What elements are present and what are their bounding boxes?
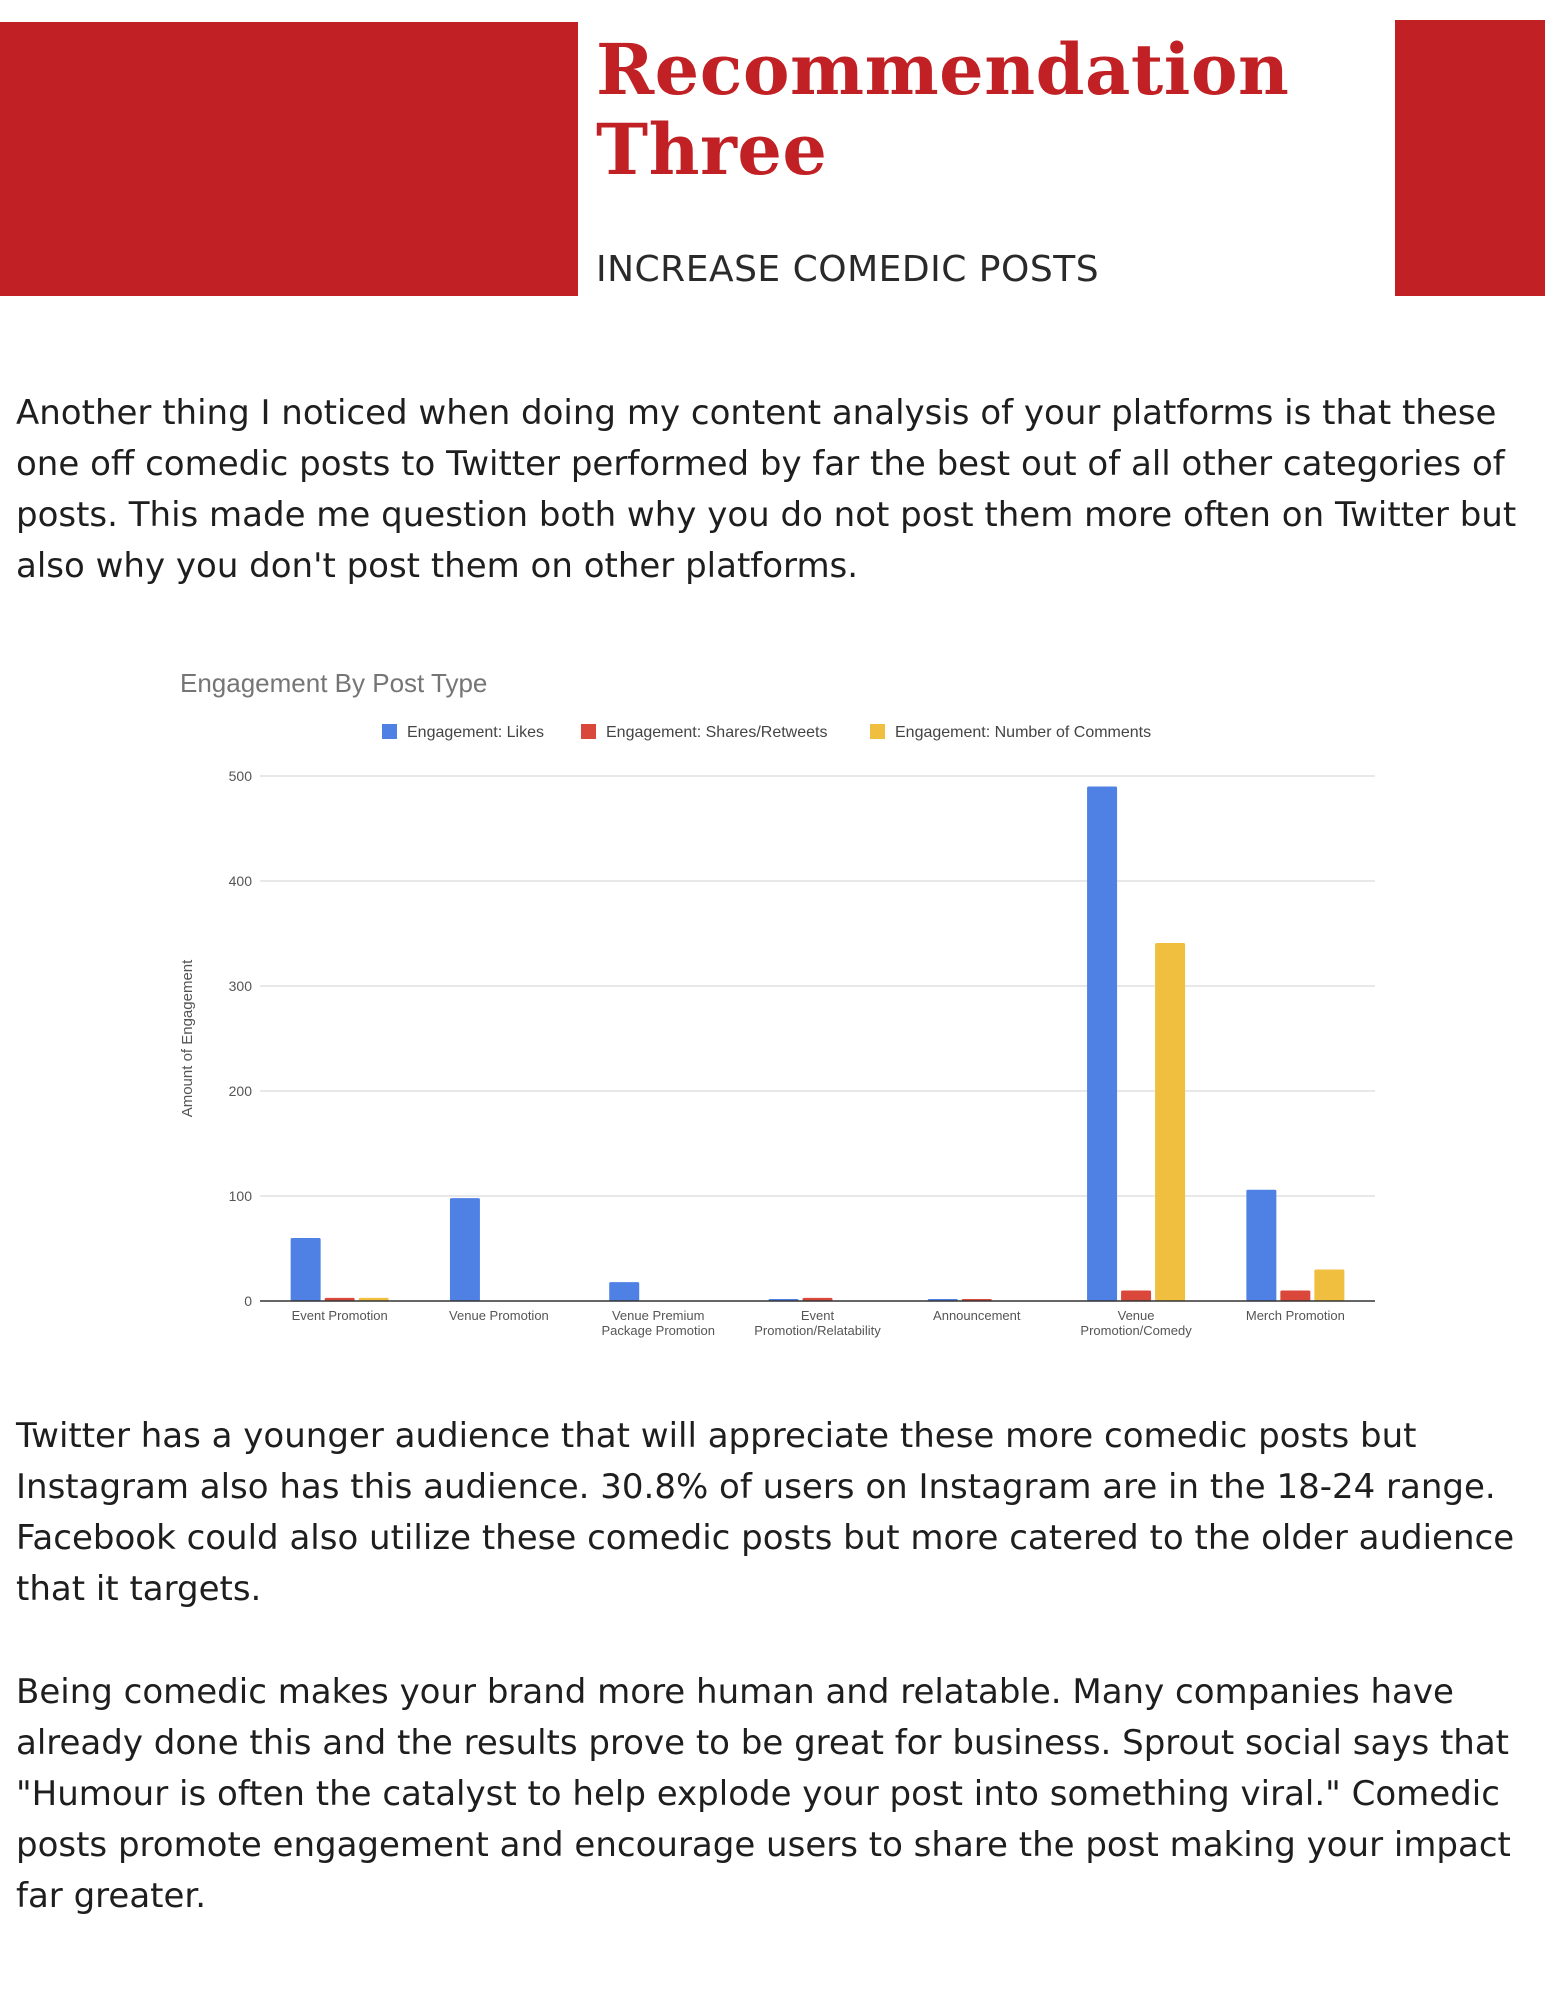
x-tick-label-5-1: Announcement (933, 1308, 1021, 1323)
bar-7-series-3 (1314, 1270, 1344, 1302)
engagement-chart-svg (160, 650, 1390, 1350)
page-title (596, 30, 1289, 190)
legend-swatch-3 (870, 724, 885, 739)
legend-swatch-2 (581, 724, 596, 739)
humour-paragraph: Being comedic makes your brand more human and relatable. Many companies have already done this and the results prove to be great for business. Sprout social says that "Humour is often the catalyst to help explode your post into something viral." Comedic posts promote engagement and encourage users to share the post making your impact far greater. (16, 1672, 1511, 1916)
y-tick-label-500: 500 (228, 768, 252, 784)
bar-7-series-2 (1280, 1291, 1310, 1302)
legend-label-3: Engagement: Number of Comments (895, 724, 1152, 741)
legend-label-2: Engagement: Shares/Retweets (606, 724, 828, 741)
bar-2-series-1 (450, 1198, 480, 1301)
page-subtitle: INCREASE COMEDIC POSTS (596, 249, 1100, 290)
x-tick-label-4-1: Event (800, 1308, 835, 1323)
y-tick-label-100: 100 (228, 1188, 252, 1204)
bar-3-series-1 (609, 1282, 639, 1301)
title-line-2: Three (596, 108, 828, 191)
y-tick-label-0: 0 (244, 1293, 252, 1309)
y-axis-label: Amount of Engagement (179, 959, 196, 1118)
legend-label-1: Engagement: Likes (407, 724, 544, 741)
x-tick-label-4-2: Promotion/Relatability (754, 1323, 881, 1338)
y-tick-label-400: 400 (228, 873, 252, 889)
bar-6-series-2 (1121, 1291, 1151, 1302)
legend-swatch-1 (382, 724, 397, 739)
bar-1-series-1 (291, 1238, 321, 1301)
bar-7-series-1 (1246, 1190, 1276, 1301)
x-tick-label-3-1: Venue Premium (611, 1308, 705, 1323)
bar-6-series-1 (1087, 787, 1117, 1302)
y-tick-label-200: 200 (228, 1083, 252, 1099)
x-tick-label-6-2: Promotion/Comedy (1080, 1323, 1192, 1338)
bar-6-series-3 (1155, 943, 1185, 1301)
chart-title: Engagement By Post Type (180, 668, 488, 698)
engagement-chart (160, 650, 1390, 1350)
y-tick-label-300: 300 (228, 978, 252, 994)
x-tick-label-2-1: Venue Promotion (449, 1308, 549, 1323)
header-red-block-left (0, 22, 578, 296)
audience-paragraph: Twitter has a younger audience that will appreciate these more comedic posts but Instagram also has this audience. 30.8% of users on Instagram are in the 18-24 range. Facebook could also utilize these comedic posts but more catered to the older audience that it targets. (16, 1416, 1515, 1609)
title-line-1: Recommendation (596, 28, 1290, 111)
x-tick-label-7-1: Merch Promotion (1245, 1308, 1345, 1323)
x-tick-label-6-1: Venue (1117, 1308, 1155, 1323)
x-tick-label-1-1: Event Promotion (291, 1308, 388, 1323)
header-red-block-right (1395, 20, 1545, 296)
x-tick-label-3-2: Package Promotion (601, 1323, 715, 1338)
intro-paragraph: Another thing I noticed when doing my content analysis of your platforms is that these one off comedic posts to Twitter performed by far the best out of all other categories of posts. This made me question both why you do not post them more often on Twitter but also why you don't post them on other platforms. (16, 393, 1517, 586)
